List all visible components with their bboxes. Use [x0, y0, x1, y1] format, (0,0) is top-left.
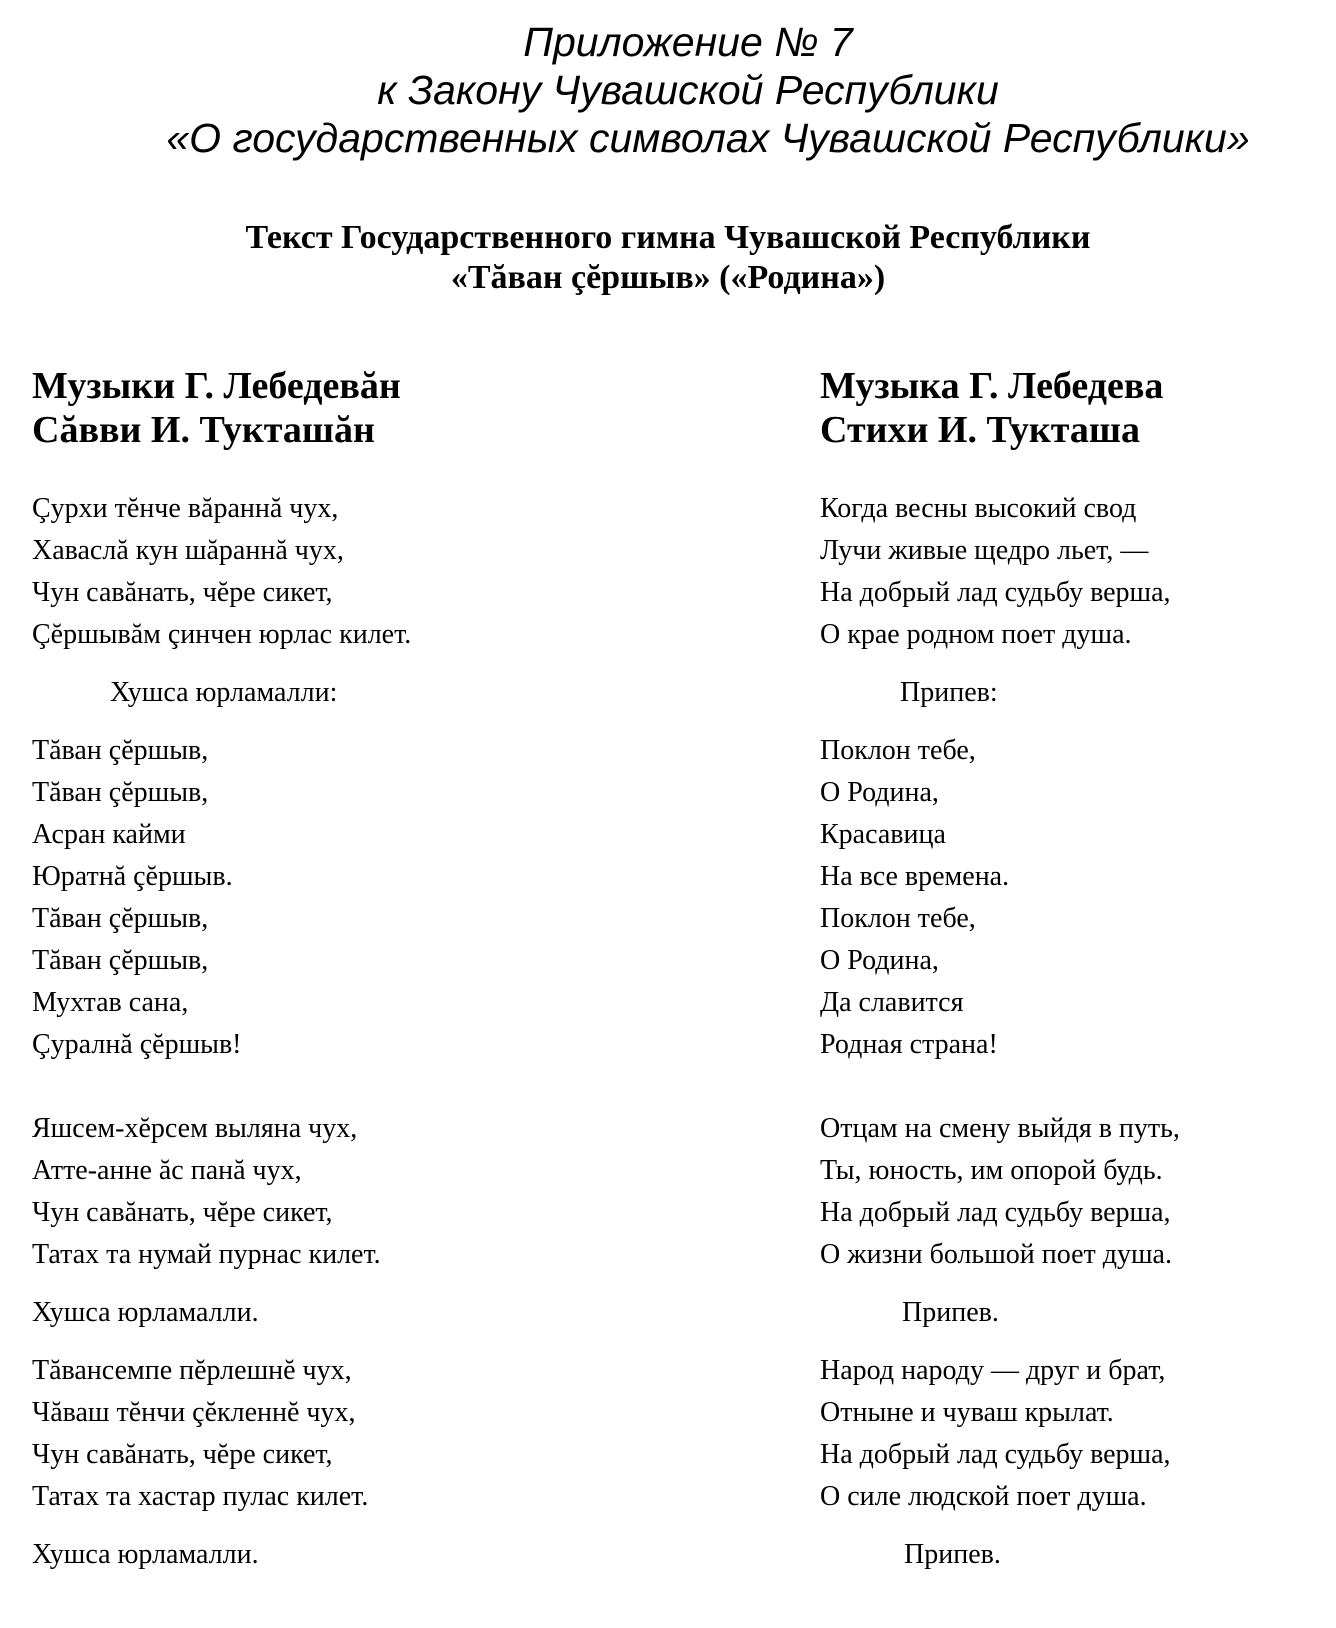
verse-line: На добрый лад судьбу верша, [820, 577, 1171, 608]
chorus-line: Тăван çĕршыв, [32, 903, 209, 934]
chorus-line: Тăван çĕршыв, [32, 945, 209, 976]
title-line-2: «Тăван çĕршыв» («Родина») [450, 259, 886, 296]
chorus-line: Красавица [820, 819, 946, 850]
chuvash-words-credit: Сăвви И. Тукташăн [32, 409, 375, 451]
appendix-number: Приложение № 7 [523, 19, 853, 65]
verse-line: Яшсем-хĕрсем выляна чух, [32, 1113, 358, 1144]
verse-line: Хаваслă кун шăраннă чух, [32, 535, 344, 566]
appendix-law-title: «О государственных символах Чувашской Республики» [166, 115, 1250, 161]
verse-line: Чун савăнать, чĕре сикет, [32, 1197, 333, 1228]
russian-music-credit: Музыка Г. Лебедева [820, 365, 1164, 407]
title-line-1: Текст Государственного гимна Чувашской Республики [245, 219, 1091, 256]
verse-line: О крае родном поет душа. [820, 619, 1132, 650]
verse-line: О жизни большой поет душа. [820, 1239, 1172, 1270]
chorus-line: Поклон тебе, [820, 903, 976, 934]
russian-chorus [820, 730, 1320, 1066]
chorus-line: Çуралнă çĕршыв! [32, 1029, 242, 1060]
chuvash-music-credit: Музыки Г. Лебедевăн [32, 365, 401, 407]
chuvash-chorus-label-3: Хушса юрламалли. [32, 1539, 259, 1570]
verse-line: Отныне и чуваш крылат. [820, 1397, 1114, 1428]
chorus-line: На все времена. [820, 861, 1010, 892]
verse-line: Татах та нумай пурнас килет. [32, 1239, 381, 1270]
verse-line: Атте-анне ăс панă чух, [32, 1155, 302, 1186]
verse-line: Народ народу — друг и брат, [820, 1355, 1166, 1386]
russian-words-credit: Стихи И. Тукташа [820, 409, 1141, 451]
verse-line: Çĕршывăм çинчен юрлас килет. [32, 619, 412, 650]
chorus-line: Мухтав сана, [32, 987, 189, 1018]
chorus-line: Родная страна! [820, 1029, 998, 1060]
chorus-line: Юратнă çĕршыв. [32, 861, 233, 892]
chuvash-chorus-label-1: Хушса юрламалли: [110, 677, 338, 708]
appendix-header [0, 18, 1336, 162]
verse-line: Лучи живые щедро льет, — [820, 535, 1149, 566]
chorus-line: Поклон тебе, [820, 735, 976, 766]
chorus-line: Да славится [820, 987, 964, 1018]
russian-verse-3 [820, 1350, 1320, 1518]
chuvash-credits [32, 364, 652, 452]
verse-line: О силе людской поет душа. [820, 1481, 1147, 1512]
chuvash-verse-2 [32, 1108, 652, 1276]
russian-chorus-label-3: Припев. [904, 1539, 1001, 1570]
russian-verse-1 [820, 488, 1320, 656]
document-title [0, 218, 1336, 298]
chorus-line: Тăван çĕршыв, [32, 735, 209, 766]
verse-line: Тăвансемпе пĕрлешнĕ чух, [32, 1355, 352, 1386]
verse-line: На добрый лад судьбу верша, [820, 1439, 1171, 1470]
verse-line: Татах та хастар пулас килет. [32, 1481, 369, 1512]
chuvash-verse-3 [32, 1350, 652, 1518]
appendix-law-ref: к Закону Чувашской Республики [377, 67, 999, 113]
chorus-line: Тăван çĕршыв, [32, 777, 209, 808]
chuvash-chorus-label-2: Хушса юрламалли. [32, 1297, 259, 1328]
verse-line: На добрый лад судьбу верша, [820, 1197, 1171, 1228]
verse-line: Чун савăнать, чĕре сикет, [32, 1439, 333, 1470]
russian-chorus-label-2: Припев. [902, 1297, 999, 1328]
verse-line: Отцам на смену выйдя в путь, [820, 1113, 1180, 1144]
verse-line: Когда весны высокий свод [820, 493, 1137, 524]
chorus-line: О Родина, [820, 945, 939, 976]
verse-line: Чăваш тĕнчи çĕкленнĕ чух, [32, 1397, 356, 1428]
russian-chorus-label-1: Припев: [900, 677, 998, 708]
russian-verse-2 [820, 1108, 1320, 1276]
chuvash-column [32, 364, 652, 1576]
chuvash-verse-1 [32, 488, 652, 656]
chuvash-chorus [32, 730, 652, 1066]
verse-line: Çурхи тĕнче вăраннă чух, [32, 493, 339, 524]
chorus-line: Асран кайми [32, 819, 186, 850]
russian-credits [820, 364, 1320, 452]
russian-column [820, 364, 1320, 1576]
verse-line: Чун савăнать, чĕре сикет, [32, 577, 333, 608]
chorus-line: О Родина, [820, 777, 939, 808]
verse-line: Ты, юность, им опорой будь. [820, 1155, 1163, 1186]
